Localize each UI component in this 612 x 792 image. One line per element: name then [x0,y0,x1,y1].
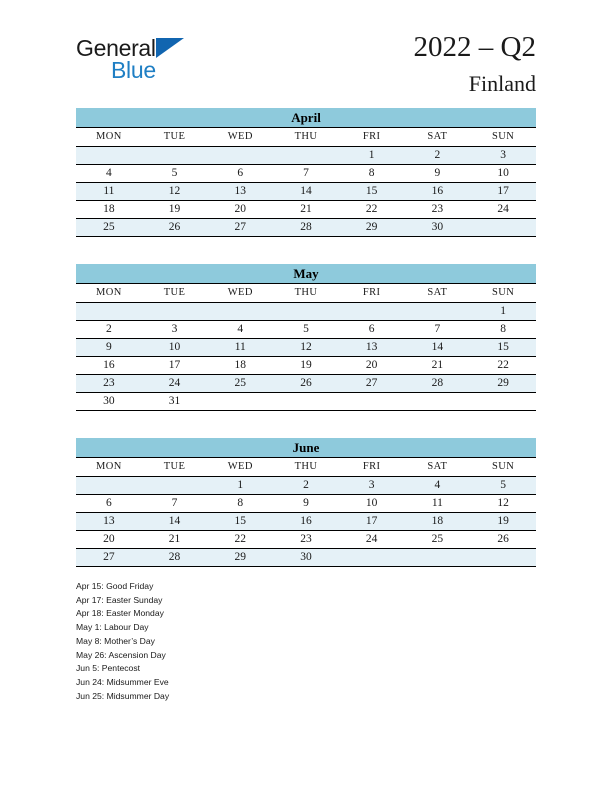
legend-item: Apr 15: Good Friday [76,581,154,591]
month-block [76,264,536,411]
month-block [76,438,536,567]
page-subtitle-country: Finland [468,71,536,96]
page-title: 2022 – Q2 [413,31,536,63]
legend-item: Jun 24: Midsummer Eve [76,676,169,687]
brand-name-blue: Blue [111,57,156,83]
day-cell[interactable]: 23 [76,375,142,393]
day-cell-empty [273,393,339,411]
weekday-header-mon: MON [76,284,142,303]
day-cell-empty [339,393,405,411]
day-cell-empty [207,147,273,165]
day-cell[interactable]: 6 [207,165,273,183]
day-cell-empty [470,549,536,567]
day-cell[interactable]: 12 [273,339,339,357]
weekday-header-wed: WED [207,284,273,303]
day-cell[interactable]: 29 [470,375,536,393]
day-cell[interactable]: 20 [76,531,142,549]
triangle-logo-icon [156,38,184,58]
day-cell-empty [142,477,208,495]
day-cell[interactable]: 5 [273,321,339,339]
day-cell[interactable]: 30 [405,219,471,237]
day-cell[interactable]: 27 [207,219,273,237]
weekday-header-fri: FRI [339,284,405,303]
day-cell[interactable]: 23 [273,531,339,549]
day-cell-empty [470,393,536,411]
day-cell[interactable]: 1 [339,147,405,165]
weekday-header-fri: FRI [339,128,405,147]
weekday-header-mon: MON [76,128,142,147]
day-cell-holiday[interactable]: 8 [470,321,536,339]
day-cell-empty [76,477,142,495]
day-cell[interactable]: 16 [405,183,471,201]
day-cell-empty [207,393,273,411]
day-cell-empty [142,303,208,321]
day-cell-empty [339,549,405,567]
day-cell[interactable]: 21 [405,357,471,375]
day-cell[interactable]: 14 [142,513,208,531]
day-cell[interactable]: 9 [273,495,339,513]
legend-item: May 1: Labour Day [76,622,149,633]
day-cell[interactable]: 16 [76,357,142,375]
week-row [76,357,536,375]
weekday-header-sat: SAT [405,128,471,147]
day-cell[interactable]: 11 [405,495,471,513]
day-cell-holiday[interactable]: 17 [470,183,536,201]
day-cell[interactable]: 14 [273,183,339,201]
day-cell[interactable]: 11 [76,183,142,201]
day-cell-empty [405,549,471,567]
legend-item: Jun 25: Midsummer Day [76,690,170,701]
holiday-legend [76,580,169,703]
day-cell-holiday[interactable]: 26 [273,375,339,393]
week-row [76,321,536,339]
day-cell[interactable]: 19 [273,357,339,375]
day-cell-empty [273,303,339,321]
legend-item: May 26: Ascension Day [76,649,166,660]
day-cell[interactable]: 19 [142,201,208,219]
title-block [414,30,536,98]
day-cell[interactable]: 31 [142,393,208,411]
day-cell[interactable]: 23 [405,201,471,219]
day-cell[interactable]: 24 [470,201,536,219]
day-cell-holiday[interactable]: 24 [339,531,405,549]
month-title: April [76,108,536,127]
day-cell[interactable]: 26 [470,531,536,549]
day-cell[interactable]: 7 [273,165,339,183]
day-cell[interactable]: 8 [339,165,405,183]
day-cell[interactable]: 30 [76,393,142,411]
day-cell[interactable]: 9 [76,339,142,357]
day-cell[interactable]: 9 [405,165,471,183]
day-cell[interactable]: 20 [339,357,405,375]
week-row [76,513,536,531]
day-cell[interactable]: 22 [339,201,405,219]
week-row [76,549,536,567]
day-cell[interactable]: 14 [405,339,471,357]
day-cell[interactable]: 19 [470,513,536,531]
day-cell[interactable]: 22 [470,357,536,375]
week-row [76,147,536,165]
day-cell[interactable]: 15 [207,513,273,531]
day-cell[interactable]: 27 [339,375,405,393]
weekday-header-row [76,128,536,147]
weekday-header-sun: SUN [470,128,536,147]
weekday-header-mon: MON [76,458,142,477]
calendar-table [76,283,536,411]
day-cell[interactable]: 27 [76,549,142,567]
weekday-header-tue: TUE [142,128,208,147]
day-cell-holiday[interactable]: 15 [339,183,405,201]
day-cell[interactable]: 30 [273,549,339,567]
legend-item: Apr 17: Easter Sunday [76,594,163,605]
day-cell[interactable]: 3 [339,477,405,495]
day-cell-holiday[interactable]: 1 [470,303,536,321]
day-cell[interactable]: 12 [470,495,536,513]
day-cell-holiday[interactable]: 18 [76,201,142,219]
day-cell[interactable]: 6 [339,321,405,339]
day-cell[interactable]: 6 [76,495,142,513]
calendar-table [76,457,536,567]
day-cell[interactable]: 28 [273,219,339,237]
day-cell[interactable]: 2 [76,321,142,339]
day-cell[interactable]: 22 [207,531,273,549]
week-row [76,183,536,201]
weekday-header-sat: SAT [405,284,471,303]
day-cell-empty [207,303,273,321]
weekday-header-thu: THU [273,458,339,477]
day-cell[interactable]: 28 [405,375,471,393]
month-title: June [76,438,536,457]
day-cell[interactable]: 4 [76,165,142,183]
weekday-header-thu: THU [273,128,339,147]
weekday-header-sun: SUN [470,284,536,303]
week-row [76,303,536,321]
day-cell[interactable]: 16 [273,513,339,531]
legend-item: May 8: Mother’s Day [76,635,155,646]
day-cell[interactable]: 1 [207,477,273,495]
day-cell-empty [405,303,471,321]
month-spacer [76,237,536,264]
day-cell[interactable]: 25 [207,375,273,393]
day-cell-holiday[interactable]: 5 [470,477,536,495]
day-cell-empty [339,303,405,321]
months-container [76,108,536,567]
day-cell[interactable]: 3 [142,321,208,339]
day-cell[interactable]: 10 [339,495,405,513]
week-row [76,477,536,495]
weekday-header-sun: SUN [470,458,536,477]
day-cell[interactable]: 12 [142,183,208,201]
day-cell[interactable]: 5 [142,165,208,183]
day-cell-empty [76,303,142,321]
weekday-header-row [76,458,536,477]
weekday-header-row [76,284,536,303]
week-row [76,339,536,357]
brand-name-general: General [76,35,156,61]
weekday-header-tue: TUE [142,458,208,477]
day-cell[interactable]: 18 [207,357,273,375]
day-cell[interactable]: 10 [142,339,208,357]
day-cell[interactable]: 17 [339,513,405,531]
weekday-header-sat: SAT [405,458,471,477]
week-row [76,393,536,411]
month-title: May [76,264,536,283]
day-cell-empty [76,147,142,165]
day-cell[interactable]: 11 [207,339,273,357]
day-cell[interactable]: 8 [207,495,273,513]
day-cell-holiday[interactable]: 25 [405,531,471,549]
month-block [76,108,536,237]
weekday-header-tue: TUE [142,284,208,303]
day-cell[interactable]: 10 [470,165,536,183]
day-cell[interactable]: 7 [405,321,471,339]
day-cell[interactable]: 3 [470,147,536,165]
day-cell[interactable]: 2 [405,147,471,165]
day-cell[interactable]: 4 [207,321,273,339]
day-cell[interactable]: 24 [142,375,208,393]
day-cell-empty [405,393,471,411]
day-cell-empty [470,219,536,237]
calendar-table [76,127,536,237]
day-cell[interactable]: 26 [142,219,208,237]
weekday-header-wed: WED [207,458,273,477]
day-cell[interactable]: 29 [339,219,405,237]
day-cell[interactable]: 21 [142,531,208,549]
week-row [76,219,536,237]
day-cell[interactable]: 4 [405,477,471,495]
week-row [76,165,536,183]
day-cell[interactable]: 15 [470,339,536,357]
day-cell[interactable]: 17 [142,357,208,375]
week-row [76,531,536,549]
month-spacer [76,411,536,438]
day-cell[interactable]: 13 [339,339,405,357]
day-cell-empty [273,147,339,165]
day-cell[interactable]: 13 [76,513,142,531]
week-row [76,375,536,393]
legend-item: Jun 5: Pentecost [76,663,141,674]
legend-item: Apr 18: Easter Monday [76,608,164,619]
page-header [0,0,612,104]
weekday-header-fri: FRI [339,458,405,477]
week-row [76,495,536,513]
day-cell[interactable]: 2 [273,477,339,495]
weekday-header-wed: WED [207,128,273,147]
day-cell[interactable]: 20 [207,201,273,219]
day-cell[interactable]: 21 [273,201,339,219]
day-cell[interactable]: 29 [207,549,273,567]
brand-logo [76,36,276,88]
day-cell[interactable]: 13 [207,183,273,201]
day-cell[interactable]: 7 [142,495,208,513]
day-cell[interactable]: 28 [142,549,208,567]
week-row [76,201,536,219]
day-cell[interactable]: 18 [405,513,471,531]
day-cell[interactable]: 25 [76,219,142,237]
day-cell-empty [142,147,208,165]
weekday-header-thu: THU [273,284,339,303]
